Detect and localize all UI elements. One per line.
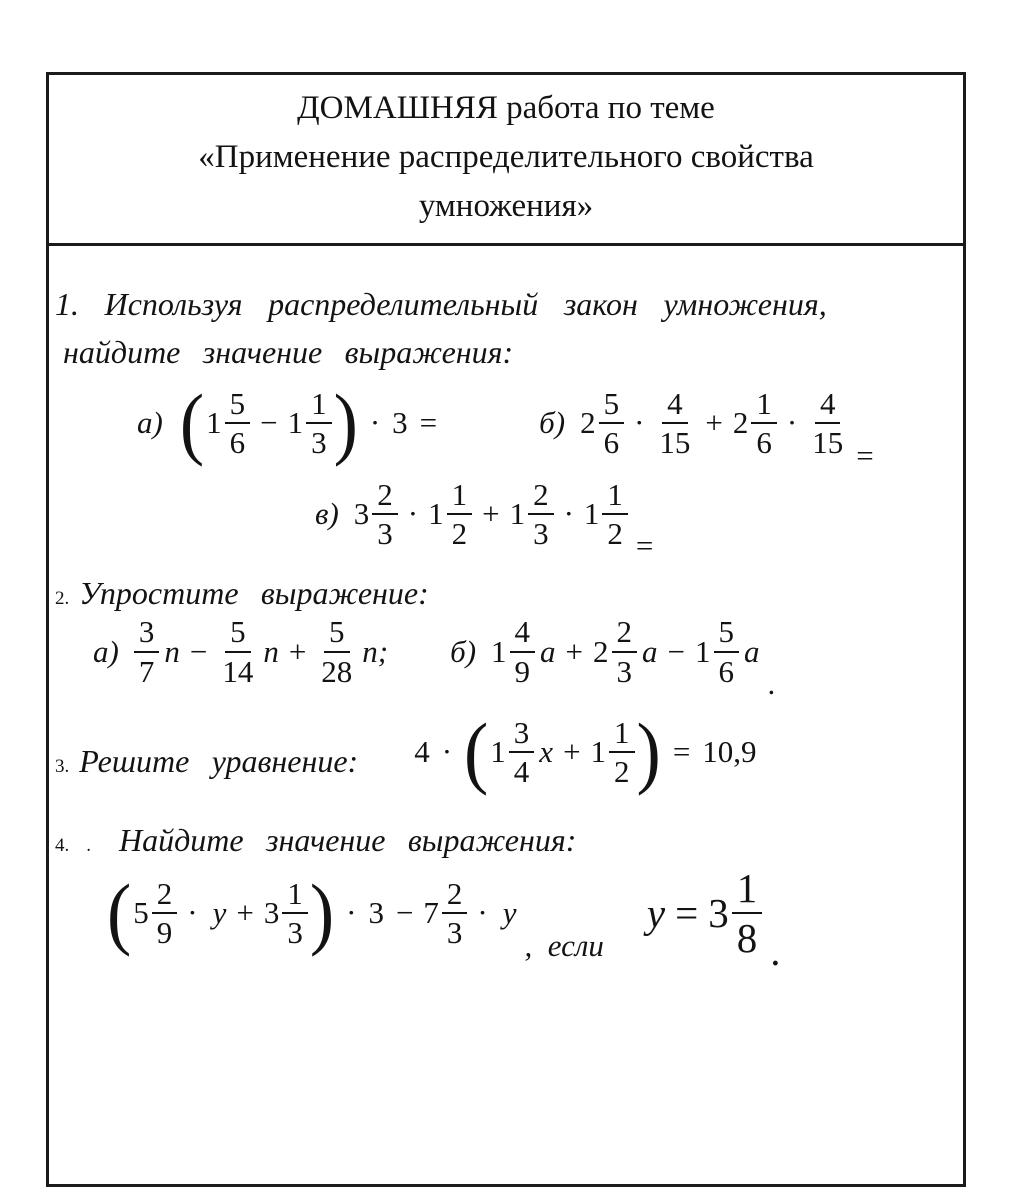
mixed-number — [580, 386, 624, 461]
operator: + — [288, 633, 307, 669]
fraction-stack — [599, 386, 625, 461]
item-label: а) — [93, 633, 119, 669]
fraction-stack — [732, 865, 763, 962]
problem-2-text: Упростите выражение: — [79, 575, 429, 612]
fraction-denominator: 9 — [156, 915, 173, 951]
fraction-stack — [714, 614, 740, 689]
fraction-numerator: 3 — [134, 614, 160, 652]
whole-number: 3 — [708, 889, 729, 936]
whole-number: 1 — [206, 405, 222, 441]
fraction — [217, 614, 258, 689]
worksheet-body — [49, 246, 963, 974]
operator: − — [667, 633, 686, 669]
operator: · — [634, 405, 645, 441]
fraction-denominator: 3 — [533, 515, 549, 551]
fraction-denominator: 3 — [377, 515, 393, 551]
whole-number: 3 — [263, 895, 280, 931]
whole-number: 5 — [133, 895, 149, 931]
fraction-denominator: 6 — [756, 425, 772, 461]
math-expr-1c — [315, 476, 654, 564]
fraction-numerator: 5 — [599, 386, 625, 424]
math-expr-2a — [93, 614, 388, 689]
math-expr-3 — [412, 706, 758, 796]
operator: · — [786, 405, 798, 441]
problem-1-text-line-2: найдите значение выражения: — [63, 334, 514, 370]
variable: a — [540, 633, 556, 669]
operator: · — [477, 895, 488, 931]
operator: − — [395, 895, 414, 931]
fraction-numerator: 5 — [714, 614, 740, 652]
fraction-numerator: 4 — [815, 386, 841, 424]
problem-1-statement — [55, 280, 951, 376]
whole-number: 1 — [583, 495, 600, 531]
worksheet-frame — [46, 72, 966, 1187]
fraction-stack — [612, 614, 638, 689]
fraction-numerator: 1 — [602, 477, 628, 515]
paren-close: ) — [309, 867, 335, 957]
fraction-denominator: 2 — [607, 515, 623, 551]
fraction-denominator: 15 — [659, 425, 691, 461]
variable: n — [263, 633, 279, 669]
fraction-numerator: 5 — [225, 614, 251, 652]
fraction-stack — [654, 386, 695, 461]
fraction-denominator: 2 — [451, 515, 468, 551]
lowered-text: = — [856, 437, 874, 473]
fraction-denominator: 3 — [616, 653, 633, 689]
variable: a — [642, 633, 658, 669]
fraction-denominator: 15 — [812, 425, 844, 461]
fraction-numerator: 2 — [528, 477, 554, 515]
fraction-numerator: 4 — [510, 614, 536, 652]
fraction-stack — [306, 386, 332, 461]
whole-number: 7 — [423, 895, 439, 931]
lowered-text: . — [767, 665, 776, 701]
operator: · — [369, 405, 381, 441]
fraction — [807, 386, 848, 461]
whole-number: 1 — [428, 495, 444, 531]
operator: = — [419, 405, 438, 441]
variable: y — [646, 889, 666, 936]
mixed-number — [591, 715, 635, 790]
number: 3 — [392, 405, 408, 441]
fraction-denominator: 9 — [514, 653, 531, 689]
mixed-number — [264, 876, 308, 951]
mixed-number — [428, 477, 472, 552]
fraction-stack — [602, 477, 628, 552]
fraction-denominator: 7 — [138, 653, 155, 689]
fraction-denominator: 28 — [321, 653, 353, 689]
fraction-stack — [282, 876, 308, 951]
fraction-numerator: 2 — [442, 876, 468, 914]
paren-open: ( — [464, 706, 489, 796]
fraction-numerator: 1 — [609, 715, 635, 753]
operator: − — [260, 405, 278, 441]
math-expr-4a — [105, 867, 604, 963]
fraction-numerator: 5 — [324, 614, 350, 652]
mixed-number — [733, 386, 777, 461]
problem-4-heading — [53, 822, 957, 859]
lowered-text: = — [635, 528, 654, 564]
math-expr-1b — [539, 386, 874, 473]
problem-4-extra-dot: . — [86, 834, 91, 856]
number: 10,9 — [702, 734, 757, 770]
operator: = — [672, 734, 691, 770]
fraction-stack — [152, 876, 178, 951]
item-label: б) — [450, 633, 477, 669]
fraction-numerator: 2 — [152, 876, 178, 914]
fraction-denominator: 6 — [603, 425, 620, 461]
fraction-denominator: 6 — [229, 425, 246, 461]
variable: a — [744, 633, 760, 669]
fraction-denominator: 2 — [614, 754, 630, 790]
mixed-number — [510, 477, 554, 552]
operator: + — [563, 734, 581, 770]
operator: − — [189, 633, 208, 669]
paren-open: ( — [107, 867, 132, 957]
problem-1-row-v — [53, 476, 957, 564]
problem-2-number: 2. — [55, 588, 70, 610]
whole-number: 1 — [490, 734, 506, 770]
fraction-numerator: 1 — [282, 876, 308, 914]
fraction-stack — [134, 614, 160, 689]
fraction-numerator: 4 — [662, 386, 688, 424]
fraction-stack — [509, 715, 535, 790]
fraction-numerator: 1 — [306, 386, 332, 424]
fraction-numerator: 3 — [509, 715, 535, 753]
fraction-denominator: 3 — [311, 425, 327, 461]
operator: + — [482, 495, 500, 531]
whole-number: 2 — [593, 633, 609, 669]
lowered-text: . — [770, 928, 781, 974]
operator: · — [441, 734, 453, 770]
fraction-stack — [442, 876, 468, 951]
problem-2-heading — [53, 575, 957, 612]
problem-4-text: Найдите значение выражения: — [119, 821, 577, 858]
paren-close: ) — [333, 377, 358, 467]
item-label: в) — [315, 495, 339, 531]
operator: + — [705, 405, 723, 441]
math-expr-2b — [450, 614, 776, 701]
whole-number: 1 — [491, 633, 507, 669]
fraction-stack — [217, 614, 258, 689]
fraction-stack — [225, 386, 251, 461]
fraction-denominator: 14 — [222, 653, 254, 689]
problem-2-row — [53, 614, 957, 701]
whole-number: 1 — [695, 633, 711, 669]
fraction-stack — [510, 614, 536, 689]
mixed-number — [288, 386, 332, 461]
operator: · — [563, 495, 574, 531]
fraction-denominator: 3 — [287, 915, 303, 951]
mixed-number — [206, 386, 250, 461]
whole-number: 3 — [353, 495, 370, 531]
fraction-stack — [751, 386, 777, 461]
number: 3 — [368, 895, 384, 931]
fraction-numerator: 1 — [732, 865, 763, 915]
problem-1-row-ab — [53, 377, 957, 473]
fraction-numerator: 1 — [751, 386, 777, 424]
mixed-number — [423, 876, 467, 951]
paren-open: ( — [179, 377, 205, 467]
fraction-stack — [316, 614, 357, 689]
item-label: а) — [137, 405, 163, 441]
worksheet-title — [49, 75, 963, 246]
fraction-stack — [528, 477, 554, 552]
lowered-text: , если — [524, 927, 604, 963]
fraction-denominator: 6 — [718, 653, 735, 689]
operator: = — [675, 889, 699, 936]
variable: x — [539, 734, 554, 770]
title-line-1: ДОМАШНЯЯ работа по теме — [297, 90, 715, 126]
fraction-denominator: 4 — [513, 754, 530, 790]
whole-number: 2 — [580, 405, 596, 441]
mixed-number — [354, 477, 398, 552]
fraction-stack — [447, 477, 473, 552]
whole-number: 1 — [590, 734, 607, 770]
problem-1-text-line-1: 1. Используя распределительный закон умножения, — [55, 286, 827, 322]
mixed-number — [490, 715, 534, 790]
mixed-number — [695, 614, 739, 689]
variable: y — [212, 895, 227, 931]
item-label: б) — [539, 405, 566, 441]
fraction-numerator: 2 — [372, 477, 398, 515]
operator: · — [187, 895, 198, 931]
operator: + — [565, 633, 584, 669]
operator: · — [346, 895, 357, 931]
operator: + — [236, 895, 254, 931]
mixed-number — [491, 614, 535, 689]
problem-4-number: 4. — [55, 834, 70, 856]
whole-number: 1 — [509, 495, 526, 531]
fraction-numerator: 2 — [612, 614, 638, 652]
variable: n — [164, 633, 180, 669]
fraction-numerator: 1 — [447, 477, 473, 515]
problem-4-row — [53, 864, 957, 974]
math-expr-4b — [642, 864, 781, 974]
paren-close: ) — [636, 706, 661, 796]
problem-3-heading — [55, 743, 358, 780]
fraction-denominator: 8 — [736, 915, 758, 962]
fraction-stack — [609, 715, 635, 790]
whole-number: 2 — [732, 405, 749, 441]
fraction — [316, 614, 357, 689]
mixed-number — [708, 865, 762, 962]
mixed-number — [584, 477, 628, 552]
title-line-2: «Применение распределительного свойства — [198, 139, 814, 175]
mixed-number — [593, 614, 637, 689]
variable: n; — [362, 633, 389, 669]
whole-number: 1 — [287, 405, 304, 441]
fraction-denominator: 3 — [446, 915, 463, 951]
operator: · — [407, 495, 419, 531]
mixed-number — [133, 876, 177, 951]
fraction — [134, 614, 160, 689]
problem-3-text: Решите уравнение: — [79, 742, 359, 779]
number: 4 — [414, 734, 430, 770]
problem-3-section — [53, 706, 957, 796]
variable: y — [502, 895, 517, 931]
fraction-numerator: 5 — [225, 386, 251, 424]
title-line-3: умножения» — [418, 188, 594, 224]
fraction — [654, 386, 695, 461]
fraction-stack — [372, 477, 398, 552]
fraction-stack — [807, 386, 848, 461]
problem-3-number: 3. — [55, 755, 70, 777]
math-expr-1a — [137, 377, 447, 467]
